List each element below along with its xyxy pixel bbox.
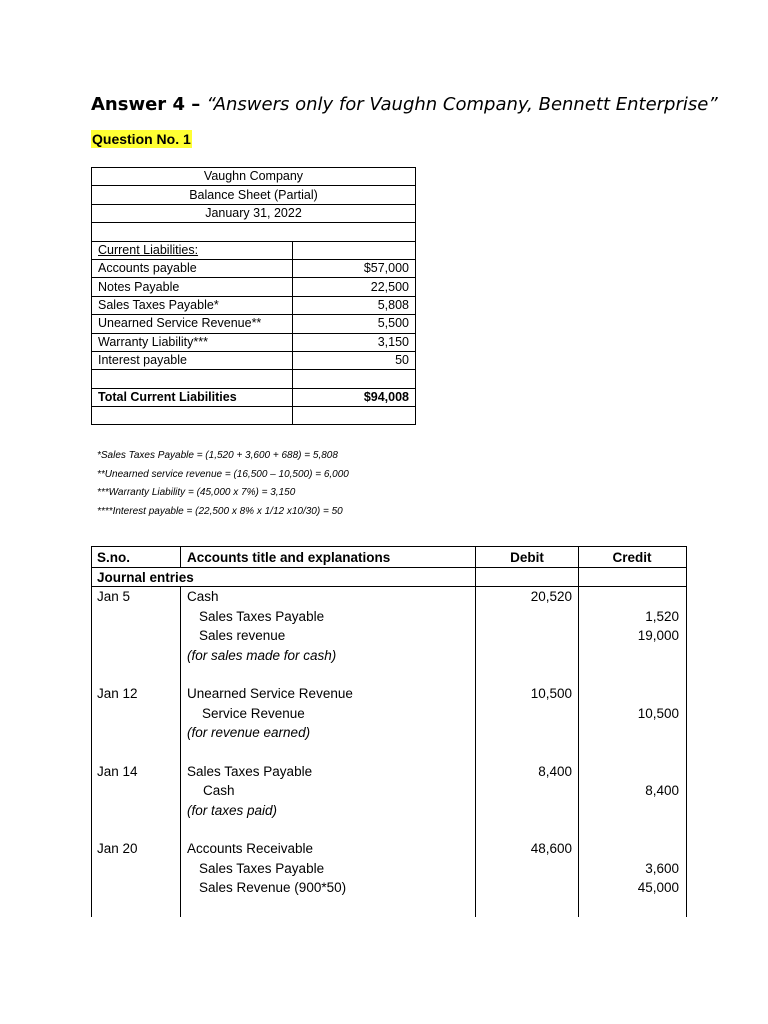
blank-row xyxy=(92,223,416,241)
total-amount: $94,008 xyxy=(293,388,416,406)
total-label: Total Current Liabilities xyxy=(92,388,293,406)
entry-date: Jan 20 xyxy=(97,841,138,856)
entry-date: Jan 14 xyxy=(97,764,138,779)
credit-amount: 1,520 xyxy=(645,609,679,624)
entry-explanation: (for taxes paid) xyxy=(187,803,278,818)
liability-row: Sales Taxes Payable* 5,808 xyxy=(92,296,416,314)
credit-amount: 10,500 xyxy=(637,706,679,721)
entry-date: Jan 12 xyxy=(97,686,138,701)
blank-cell xyxy=(293,241,416,259)
section-label: Current Liabilities: xyxy=(92,241,293,259)
blank-cell xyxy=(92,370,293,388)
account-line: Service Revenue xyxy=(202,706,305,721)
credit-amount: 45,000 xyxy=(637,880,679,895)
column-divider xyxy=(180,586,181,917)
account-line: Sales Taxes Payable xyxy=(199,609,325,624)
debit-amount: 48,600 xyxy=(530,841,572,856)
journal-table xyxy=(91,546,687,917)
header-credit: Credit xyxy=(612,550,652,565)
account-line: Unearned Service Revenue xyxy=(187,686,353,701)
blank-cell xyxy=(293,407,416,425)
footnote: ***Warranty Liability = (45,000 x 7%) = 3,150 xyxy=(97,487,296,499)
debit-amount: 10,500 xyxy=(530,686,572,701)
header-debit: Debit xyxy=(510,550,544,565)
blank-cell xyxy=(293,370,416,388)
footnotes xyxy=(97,447,349,522)
liability-row: Interest payable 50 xyxy=(92,351,416,369)
credit-amount: 19,000 xyxy=(637,628,679,643)
credit-amount: 3,600 xyxy=(645,861,679,876)
liability-row: Notes Payable 22,500 xyxy=(92,278,416,296)
liability-row: Warranty Liability*** 3,150 xyxy=(92,333,416,351)
statement-date: January 31, 2022 xyxy=(92,204,416,222)
heading-title: “Answers only for Vaughn Company, Bennett Enterprise” xyxy=(206,94,718,115)
account-line: Cash xyxy=(187,589,219,604)
entry-explanation: (for revenue earned) xyxy=(187,725,311,740)
entry-explanation: (for sales made for cash) xyxy=(187,648,337,663)
column-divider xyxy=(180,547,181,567)
entry-date: Jan 5 xyxy=(97,589,131,604)
account-line: Sales Taxes Payable xyxy=(199,861,325,876)
page-heading xyxy=(91,94,718,115)
liability-row: Unearned Service Revenue** 5,500 xyxy=(92,315,416,333)
blank-cell xyxy=(92,407,293,425)
statement-title: Balance Sheet (Partial) xyxy=(92,186,416,204)
footnote: **Unearned service revenue = (16,500 – 10,500) = 6,000 xyxy=(97,468,349,480)
account-line: Accounts Receivable xyxy=(187,841,314,856)
credit-amount: 8,400 xyxy=(645,783,679,798)
account-line: Sales Taxes Payable xyxy=(187,764,313,779)
heading-prefix: Answer 4 – xyxy=(91,94,207,115)
debit-amount: 8,400 xyxy=(538,764,572,779)
account-line: Sales Revenue (900*50) xyxy=(199,880,347,895)
liability-row: Accounts payable $57,000 xyxy=(92,259,416,277)
company-name: Vaughn Company xyxy=(92,168,416,186)
account-line: Cash xyxy=(203,783,235,798)
section-label: Journal entries xyxy=(97,570,194,585)
balance-sheet-table xyxy=(91,167,416,425)
debit-amount: 20,520 xyxy=(530,589,572,604)
footnote: *Sales Taxes Payable = (1,520 + 3,600 + 688) = 5,808 xyxy=(97,450,338,461)
question-label: Question No. 1 xyxy=(92,131,191,147)
header-sno: S.no. xyxy=(97,550,130,565)
total-row xyxy=(92,388,416,406)
footnote: ****Interest payable = (22,500 x 8% x 1/12 x10/30) = 50 xyxy=(97,506,343,518)
header-account: Accounts title and explanations xyxy=(187,550,391,565)
account-line: Sales revenue xyxy=(199,628,286,643)
